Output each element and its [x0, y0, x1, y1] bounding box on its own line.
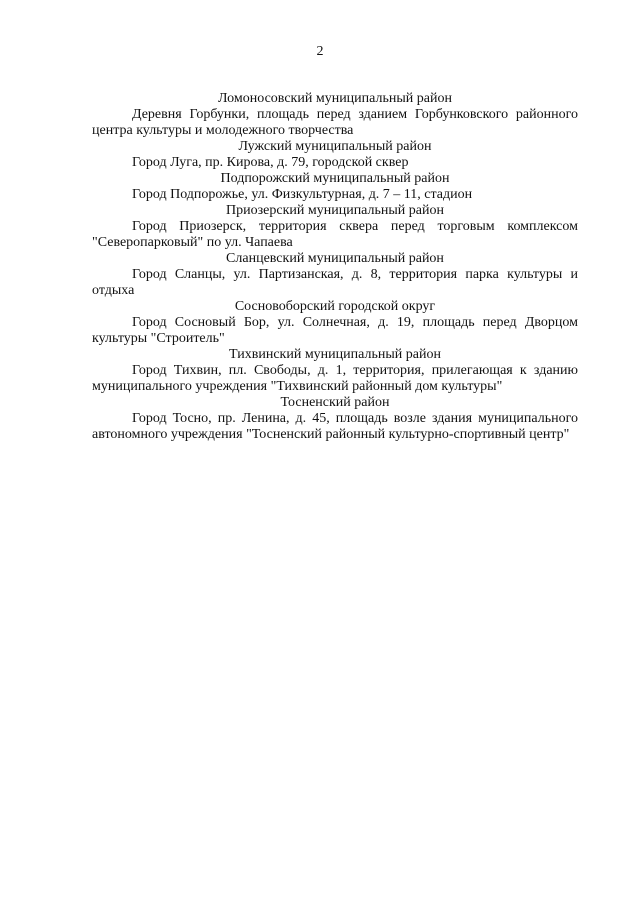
district-heading-luga: Лужский муниципальный район [238, 139, 432, 154]
location-entry-slantsy: Город Сланцы, ул. Партизанская, д. 8, территория парка культуры и отдыха [92, 267, 578, 298]
district-heading-tikhvin: Тихвинский муниципальный район [229, 347, 441, 362]
district-heading-slantsy: Сланцевский муниципальный район [226, 251, 444, 266]
location-entry-podporozhye: Город Подпорожье, ул. Физкультурная, д. 7 – 11, стадион [132, 187, 473, 202]
location-entry-luga: Город Луга, пр. Кирова, д. 79, городской сквер [132, 155, 409, 170]
district-heading-tosno: Тосненский район [280, 395, 390, 410]
district-heading-priozersk: Приозерский муниципальный район [226, 203, 444, 218]
location-entry-tikhvin: Город Тихвин, пл. Свободы, д. 1, территория, прилегающая к зданию муниципального учреждения "Тихвинский районный дом культуры" [92, 363, 578, 394]
district-list [92, 91, 578, 443]
location-entry-sosnovy-bor: Город Сосновый Бор, ул. Солнечная, д. 19, площадь перед Дворцом культуры "Строитель" [92, 315, 578, 346]
district-heading-sosnovy-bor: Сосновоборский городской округ [234, 299, 436, 314]
district-heading-podporozhye: Подпорожский муниципальный район [220, 171, 450, 186]
district-heading-lomonosov: Ломоносовский муниципальный район [218, 91, 452, 106]
location-entry-lomonosov: Деревня Горбунки, площадь перед зданием Горбунковского районного центра культуры и молодежного творчества [92, 107, 578, 138]
location-entry-priozersk: Город Приозерск, территория сквера перед торговым комплексом "Северопарковый" по ул. Чапаева [92, 219, 578, 250]
location-entry-tosno: Город Тосно, пр. Ленина, д. 45, площадь возле здания муниципального автономного учреждения "Тосненский районный культурно-спортивный центр" [92, 411, 578, 442]
page-number: 2 [316, 44, 324, 59]
